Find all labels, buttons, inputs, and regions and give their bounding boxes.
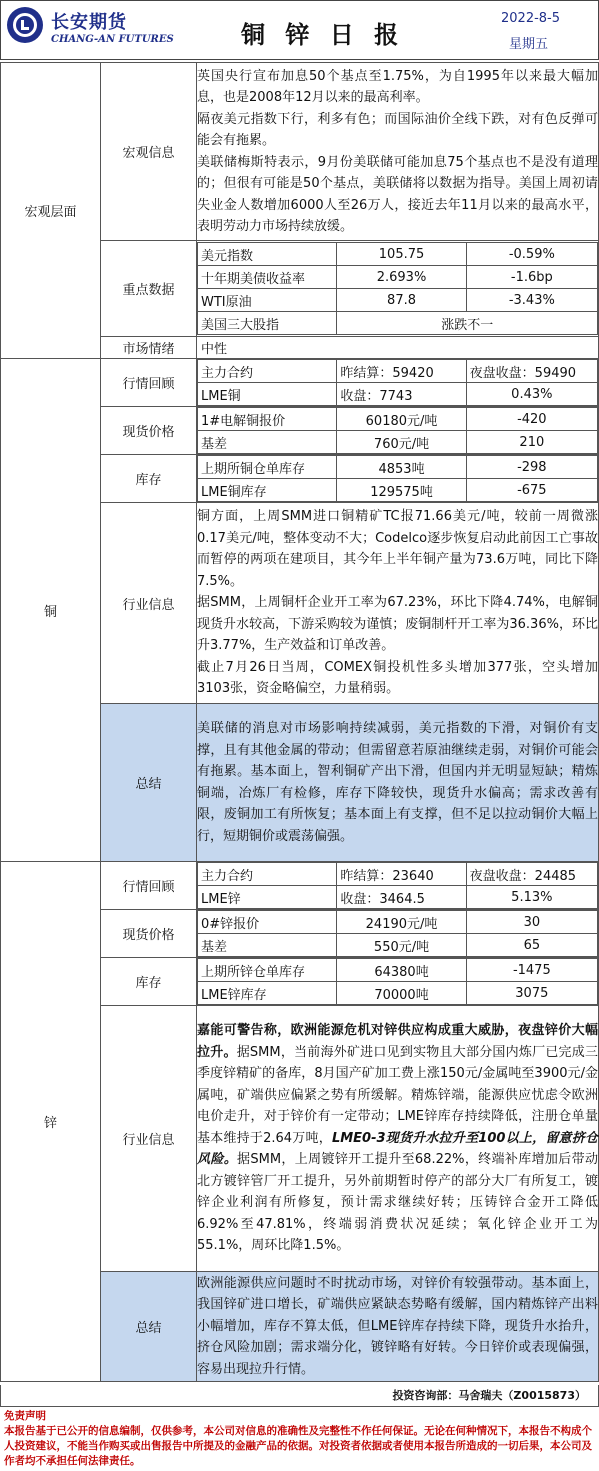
data-value-cell: 87.8 xyxy=(337,289,466,312)
row-name-cell: 基差 xyxy=(198,934,337,957)
row-change-cell: 夜盘收盘：59490 xyxy=(466,360,597,383)
copper-spot-cell xyxy=(197,407,599,455)
brand-name-cn: 长安期货 xyxy=(51,12,127,33)
industry-text: 据SMM，上周镀锌开工提升至68.22%，终端补库增加后带动北方镀锌管厂开工提升，另外前期暂时停产的部分大厂有所复工，镀锌企业利润有所修复，预计需求继续好转；压铸锌合金开工降低6.92%至47.81%，终端弱消费状况延续；氧化锌企业开工为55.1%，周环比降1.5%。 xyxy=(197,1152,598,1254)
copper-summary-text: 美联储的消息对市场影响持续减弱，美元指数的下滑，对铜价有支撑，且有其他金属的带动；但需留意若原油继续走弱，对铜价可能会有拖累。基本面上，智利铜矿产出下滑，但国内并无明显短缺；精炼铜端，冶炼厂有检修，库存下降较快，现货升水偏高；需求改善有限，废铜加工有所恢复；基本面上有支撑，但不足以拉动铜价大幅上行，短期铜价或震荡偏强。 xyxy=(197,704,599,862)
copper-section-label: 铜 xyxy=(1,359,101,862)
copper-market-table xyxy=(197,359,598,406)
macro-info-text xyxy=(197,63,599,241)
zinc-spot-table xyxy=(197,910,598,957)
copper-stock-label: 库存 xyxy=(101,455,197,503)
report-header xyxy=(0,0,599,60)
table-row xyxy=(198,479,598,502)
row-value-cell: 129575吨 xyxy=(337,479,466,502)
report-date: 2022-8-5 xyxy=(501,11,561,26)
brand-name-en: CHANG-AN FUTURES xyxy=(51,34,174,45)
data-value-cell: 2.693% xyxy=(337,266,466,289)
row-change-cell: 5.13% xyxy=(466,886,597,909)
row-name-cell: LME铜库存 xyxy=(198,479,337,502)
data-name-cell: 美元指数 xyxy=(198,243,337,266)
macro-info-label: 宏观信息 xyxy=(101,63,197,241)
row-name-cell: 主力合约 xyxy=(198,863,337,886)
row-value-cell: 70000吨 xyxy=(337,982,466,1005)
copper-industry-label: 行业信息 xyxy=(101,503,197,704)
macro-info-paragraph: 英国央行宣布加息50个基点至1.75%，为自1995年以来最大幅加息，也是2008年12月以来的最高利率。 xyxy=(197,68,598,105)
row-name-cell: 上期所锌仓单库存 xyxy=(198,959,337,982)
industry-paragraph: 截止7月26日当周，COMEX铜投机性多头增加377张，空头增加3103张，资金略偏空，力量稍弱。 xyxy=(197,659,598,697)
table-row xyxy=(198,982,598,1005)
zinc-section-label: 锌 xyxy=(1,862,101,1382)
macro-info-paragraph: 隔夜美元指数下行，利多有色；而国际油价全线下跌，对有色反弹可能会有拖累。 xyxy=(197,111,598,148)
macro-info-paragraph: 美联储梅斯特表示，9月份美联储可能加息75个基点也不是没有道理的；但很有可能是50个基点，美联储将以数据为指导。美国上周初请失业金人数增加6000人至26万人，接近去年11月以来的最高水平，表明劳动力市场持续放缓。 xyxy=(197,154,598,234)
data-name-cell: 十年期美债收益率 xyxy=(198,266,337,289)
row-name-cell: 主力合约 xyxy=(198,360,337,383)
table-row xyxy=(198,360,598,383)
copper-spot-label: 现货价格 xyxy=(101,407,197,455)
table-row xyxy=(198,383,598,406)
industry-paragraph: 铜方面，上周SMM进口铜精矿TC报71.66美元/吨，较前一周微涨0.17美元/吨，整体变动不大；Codelco逐步恢复启动此前因工亡事故而暂停的两项在建项目，其今年上半年铜产量为73.6万吨，同比下降7.5%。 xyxy=(197,509,598,589)
macro-data-table xyxy=(197,242,598,335)
copper-market-label: 行情回顾 xyxy=(101,359,197,407)
row-name-cell: 上期所铜仓单库存 xyxy=(198,456,337,479)
industry-highlight: 嘉能可警告称，欧洲能源危机对锌供应构成重大威胁，夜盘锌价大幅拉升。 xyxy=(197,1023,598,1060)
row-value-cell: 收盘：3464.5 xyxy=(337,886,466,909)
zinc-stock-table xyxy=(197,958,598,1005)
copper-spot-table xyxy=(197,407,598,454)
zinc-market-cell xyxy=(197,862,599,910)
industry-paragraph: 据SMM，上周铜杆企业开工率为67.23%，环比下降4.74%，电解铜现货升水较高，下游采购较为谨慎；废铜制杆开工率为36.36%，环比升3.77%，生产效益和订单改善。 xyxy=(197,595,598,654)
zinc-industry-text xyxy=(197,1006,599,1272)
row-change-cell: 65 xyxy=(466,934,597,957)
industry-text: 据SMM，当前海外矿进口见到实物且大部分国内炼厂已完成三季度锌精矿的备库，8月国产矿加工费上涨150元/金属吨至3900元/金属吨，矿端供应偏紧之势有所缓解。精炼锌端，能源供应忧虑令欧洲电价走升，对于锌价有一定带动；LME锌库存持续降低，注册仓单量基本维持于2.64万吨， xyxy=(197,1044,598,1146)
data-name-cell: WTI原油 xyxy=(198,289,337,312)
row-change-cell: -298 xyxy=(466,456,597,479)
zinc-stock-label: 库存 xyxy=(101,958,197,1006)
table-row xyxy=(198,911,598,934)
zinc-market-label: 行情回顾 xyxy=(101,862,197,910)
macro-sentiment-label: 市场情绪 xyxy=(101,337,197,359)
disclaimer xyxy=(0,1407,599,1471)
table-row xyxy=(198,934,598,957)
zinc-stock-cell xyxy=(197,958,599,1006)
row-change-cell: 30 xyxy=(466,911,597,934)
table-row xyxy=(198,431,598,454)
row-name-cell: LME铜 xyxy=(198,383,337,406)
macro-sentiment-value: 中性 xyxy=(197,337,599,359)
table-row xyxy=(198,289,598,312)
zinc-spot-cell xyxy=(197,910,599,958)
row-name-cell: 0#锌报价 xyxy=(198,911,337,934)
row-change-cell: 3075 xyxy=(466,982,597,1005)
row-name-cell: LME锌库存 xyxy=(198,982,337,1005)
copper-industry-text xyxy=(197,503,599,704)
table-row xyxy=(198,959,598,982)
row-value-cell: 24190元/吨 xyxy=(337,911,466,934)
copper-stock-cell xyxy=(197,455,599,503)
data-value-cell: 涨跌不一 xyxy=(337,312,598,335)
zinc-spot-label: 现货价格 xyxy=(101,910,197,958)
macro-data-cell xyxy=(197,241,599,337)
row-value-cell: 64380吨 xyxy=(337,959,466,982)
report-table xyxy=(0,62,599,1382)
data-change-cell: -3.43% xyxy=(466,289,597,312)
row-change-cell: 210 xyxy=(466,431,597,454)
row-change-cell: -420 xyxy=(466,408,597,431)
table-row xyxy=(198,408,598,431)
copper-stock-table xyxy=(197,455,598,502)
table-row xyxy=(198,312,598,335)
row-value-cell: 760元/吨 xyxy=(337,431,466,454)
row-value-cell: 60180元/吨 xyxy=(337,408,466,431)
table-row xyxy=(198,243,598,266)
table-row xyxy=(198,266,598,289)
analyst-info: 投资咨询部：马舍瑞夫（Z0015873） xyxy=(0,1385,599,1407)
zinc-summary-label: 总结 xyxy=(101,1272,197,1382)
company-logo-icon xyxy=(7,7,43,43)
table-row xyxy=(198,456,598,479)
copper-summary-label: 总结 xyxy=(101,704,197,862)
table-row xyxy=(198,886,598,909)
row-change-cell: -675 xyxy=(466,479,597,502)
row-value-cell: 收盘：7743 xyxy=(337,383,466,406)
row-name-cell: 1#电解铜报价 xyxy=(198,408,337,431)
data-name-cell: 美国三大股指 xyxy=(198,312,337,335)
row-change-cell: 0.43% xyxy=(466,383,597,406)
data-change-cell: -0.59% xyxy=(466,243,597,266)
row-change-cell: 夜盘收盘：24485 xyxy=(466,863,597,886)
zinc-market-table xyxy=(197,862,598,909)
row-value-cell: 550元/吨 xyxy=(337,934,466,957)
data-change-cell: -1.6bp xyxy=(466,266,597,289)
data-value-cell: 105.75 xyxy=(337,243,466,266)
report-weekday: 星期五 xyxy=(509,37,549,52)
report-title: 铜 锌 日 报 xyxy=(241,21,405,49)
table-row xyxy=(198,863,598,886)
disclaimer-title: 免责声明 xyxy=(4,1410,46,1422)
row-name-cell: 基差 xyxy=(198,431,337,454)
industry-highlight: LME0-3现货升水拉升至100以上，留意挤仓风险。 xyxy=(197,1130,598,1168)
copper-market-cell xyxy=(197,359,599,407)
zinc-summary-text: 欧洲能源供应问题时不时扰动市场，对锌价有较强带动。基本面上，我国锌矿进口增长，矿端供应紧缺态势略有缓解，国内精炼锌产出料小幅增加，库存不算太低，但LME锌库存持续下降，现货升水抬升，挤仓风险加剧；需求端分化，镀锌略有好转。今日锌价或表现偏强，容易出现拉升行情。 xyxy=(197,1272,599,1382)
row-value-cell: 4853吨 xyxy=(337,456,466,479)
macro-data-label: 重点数据 xyxy=(101,241,197,337)
macro-section-label: 宏观层面 xyxy=(1,63,101,359)
row-value-cell: 昨结算：23640 xyxy=(337,863,466,886)
row-value-cell: 昨结算：59420 xyxy=(337,360,466,383)
disclaimer-text: 本报告基于已公开的信息编制，仅供参考，本公司对信息的准确性及完整性不作任何保证。无论在何种情况下，本报告不构成个人投资建议，不能当作购买或出售报告中所提及的金融产品的依据。对投资者依据或者使用本报告所造成的一切后果，本公司及作者均不承担任何法律责任。 xyxy=(4,1425,592,1467)
row-change-cell: -1475 xyxy=(466,959,597,982)
zinc-industry-label: 行业信息 xyxy=(101,1006,197,1272)
row-name-cell: LME锌 xyxy=(198,886,337,909)
